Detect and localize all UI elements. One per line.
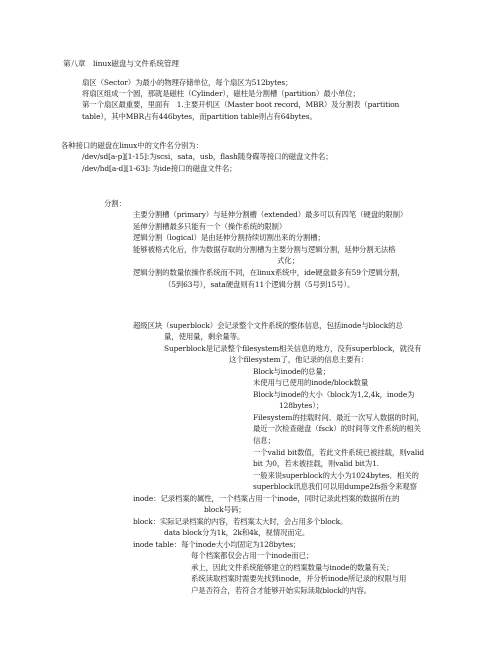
superblock-line: 最近一次检查磁盘（fsck）的时间等文件系统的相关 [253,424,421,433]
partition-line: 逻辑分割的数量依操作系统而不同，在linux系统中，ide硬盘最多有59个逻辑分割， [133,268,405,277]
superblock-line: 信息； [253,436,275,445]
partition-line: 能够被格式化后，作为数据存取的分割槽为主要分割与逻辑分割，延伸分割无法格 [133,245,396,254]
intro-line: 扇区（Sector）为最小的物理存储单位，每个扇区为512bytes； [82,78,293,87]
partition-label: 分割： [104,199,126,208]
superblock-line: 这个filesystem了，他记录的信息主要有： [229,355,369,364]
superblock-line: Block与inode的大小（block为1,2,4k，inode为 [253,390,415,399]
inode-table-line: 承上，因此文件系统能够建立的档案数量与inode的数量有关； [191,563,394,572]
superblock-line: superblock讯息我们可以用dumpe2fs指令来观察 [253,482,417,491]
superblock-line: Block与inode的总量； [253,367,330,376]
partition-line: 逻辑分割（logical）是由延伸分割持续切割出来的分割槽； [133,233,325,242]
naming-line: /dev/sd[a-p][1-15]:为scsi，sata，usb，flash随身碟等接口的磁盘文件名； [82,152,333,161]
inode-table-line: 系统读取档案时需要先找到inode，并分析inode所记录的权限与用 [191,574,407,583]
inode-table-line: inode table：每个inode大小均固定为128bytes； [133,540,301,549]
inode-line: block号码； [204,505,246,514]
block-line: data block分为1k，2k和4k，视情况而定。 [164,528,310,537]
superblock-line: 超级区块（superblock）会记录整个文件系统的整体信息，包括inode与block的总 [133,321,403,330]
partition-line: 延伸分割槽最多只能有一个（操作系统的限制） [133,222,287,231]
superblock-line: 一个valid bit数值，若此文件系统已被挂载，则valid [253,448,425,457]
superblock-line: 量，使用量，剩余量等。 [164,332,245,341]
superblock-line: bit 为0，若未被挂载，则valid bit为1. [253,459,379,468]
superblock-line: 一般来说superblock的大小为1024bytes．相关的 [253,471,419,480]
intro-line: 第一个扇区最重要，里面有 1.主要开机区（Master boot record，MBR）及分割表（partition [82,100,400,109]
chapter-title: 第八章 linux磁盘与文件系统管理 [63,59,179,68]
inode-table-line: 每个档案都仅会占用一个inode而已； [191,551,314,560]
partition-line: （5到63号），sata硬盘则有11个逻辑分割（5号到15号）。 [164,280,355,289]
naming-heading: 各种接口的磁盘在linux中的文件名分别为： [61,141,203,150]
partition-line: 主要分割槽（primary）与延伸分割槽（extended）最多可以有四笔（硬盘的限制） [133,210,408,219]
intro-line: table），其中MBR占有446bytes，而partition table则占有64bytes。 [82,112,317,121]
intro-line: 将扇区组成一个圆，那就是磁柱（Cylinder），磁柱是分割槽（partition）最小单位； [82,89,360,98]
superblock-line: Superblock是记录整个filesystem相关信息的地方，没有superblock，就没有 [164,344,422,353]
partition-line: 式化； [277,256,299,265]
superblock-line: Filesystem的挂载时间、最近一次写入数据的时间， [253,413,424,422]
naming-line: /dev/hd[a-d][1-63]: 为ide接口的磁盘文件名； [82,164,237,173]
block-line: block：实际记录档案的内容，若档案太大时，会占用多个block。 [133,517,348,526]
inode-line: inode：记录档案的属性，一个档案占用一个inode，同时记录此档案的数据所在的 [133,494,400,503]
superblock-line: 未使用与已使用的inode/block数量 [253,378,369,387]
inode-table-line: 户是否符合，若符合才能够开始实际读取block的内容。 [191,586,372,595]
superblock-line: 128bytes）； [279,401,324,410]
